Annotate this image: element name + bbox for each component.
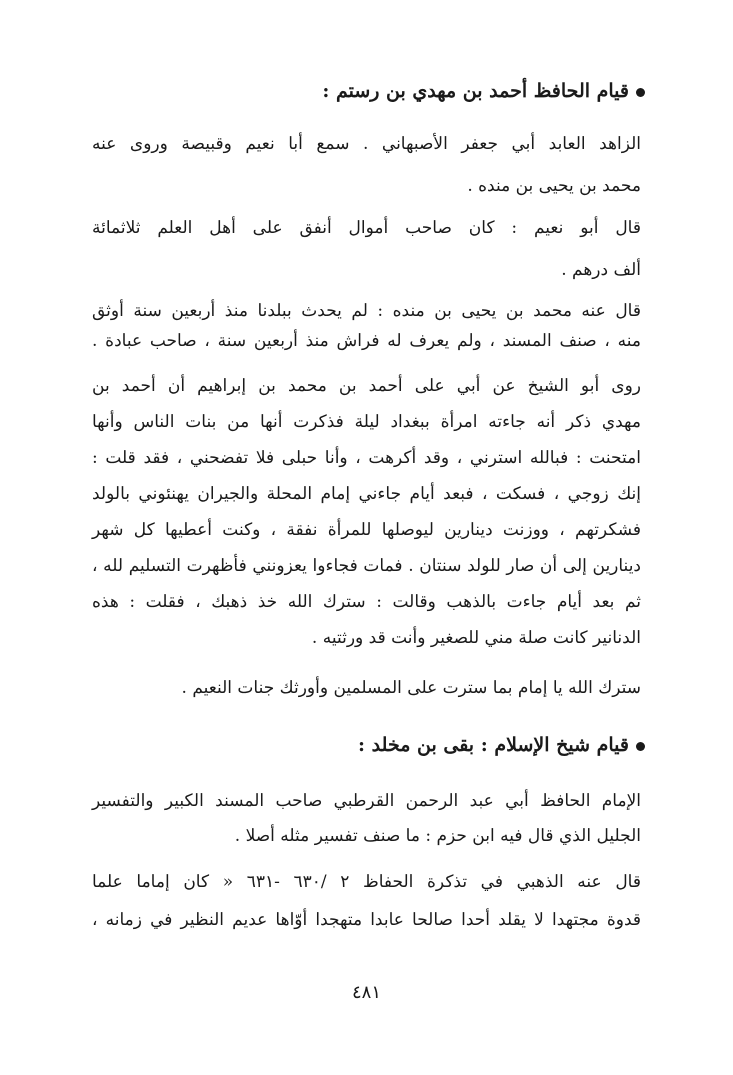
paragraph-line: فشكرتهم ، ووزنت دينارين ليوصلها للمرأة نفقة ، وكنت أعطيها كل شهر (92, 520, 641, 540)
section-heading-baqi-ibn-makhlad (85, 730, 645, 760)
paragraph-line: سترك الله يا إمام بما سترت على المسلمين وأورثك جنات النعيم . (181, 678, 641, 698)
paragraph-line: الإمام الحافظ أبي عبد الرحمن القرطبي صاحب المسند الكبير والتفسير (92, 791, 641, 811)
paragraph-line: قال عنه محمد بن يحيى بن منده : لم يحدث ببلدنا منذ أربعين سنة أوثق (92, 301, 641, 321)
paragraph-line: إنك زوجي ، فسكت ، فبعد أيام جاءني إمام المحلة والجيران يهنئوني بالولد (92, 484, 641, 504)
paragraph-line: قال أبو نعيم : كان صاحب أموال أنفق على أهل العلم ثلاثمائة (92, 218, 641, 238)
heading-text: قيام شيخ الإسلام : بقى بن مخلد : (358, 734, 629, 756)
bullet-icon (636, 742, 645, 751)
paragraph-line: منه ، صنف المسند ، ولم يعرف له فراش منذ أربعين سنة ، صاحب عبادة . (92, 331, 641, 351)
section-heading-ahmad-ibn-mahdi (85, 76, 645, 106)
paragraph-line: قدوة مجتهدا لا يقلد أحدا صالحا عابدا متهجدا أوّاها عديم النظير في زمانه ، (92, 910, 641, 930)
paragraph-line: روى أبو الشيخ عن أبي على أحمد بن محمد بن إبراهيم أن أحمد بن (92, 376, 641, 396)
heading-text: قيام الحافظ أحمد بن مهدي بن رستم : (322, 80, 629, 102)
bullet-icon (636, 88, 645, 97)
paragraph-line: ثم بعد أيام جاءت بالذهب وقالت : سترك الله خذ ذهبك ، فقلت : هذه (92, 592, 641, 612)
paragraph-line: مهدي ذكر أنه جاءته امرأة ببغداد ليلة فذكرت أنها من بنات الناس وأنها (92, 412, 641, 432)
paragraph-line: امتحنت : فبالله استرني ، وقد أكرهت ، وأنا حبلى فلا تفضحني ، فقد قلت : (92, 448, 641, 468)
paragraph-line: الزاهد العابد أبي جعفر الأصبهاني . سمع أبا نعيم وقبيصة وروى عنه (92, 134, 641, 154)
page-number: ٤٨١ (351, 982, 381, 1003)
paragraph-line: محمد بن يحيى بن منده . (467, 176, 641, 196)
paragraph-line: دينارين إلى أن صار للولد سنتان . فمات فجاءوا يعزونني فأظهرت التسليم لله ، (92, 556, 641, 576)
paragraph-line: قال عنه الذهبي في تذكرة الحفاظ ٢ /٦٣٠ -٦٣١ « كان إماما علما (92, 872, 641, 892)
paragraph-line: الجليل الذي قال فيه ابن حزم : ما صنف تفسير مثله أصلا . (234, 826, 641, 846)
paragraph-line: الدنانير كانت صلة مني للصغير وأنت قد ورثتيه . (311, 628, 641, 648)
paragraph-line: ألف درهم . (561, 260, 641, 280)
